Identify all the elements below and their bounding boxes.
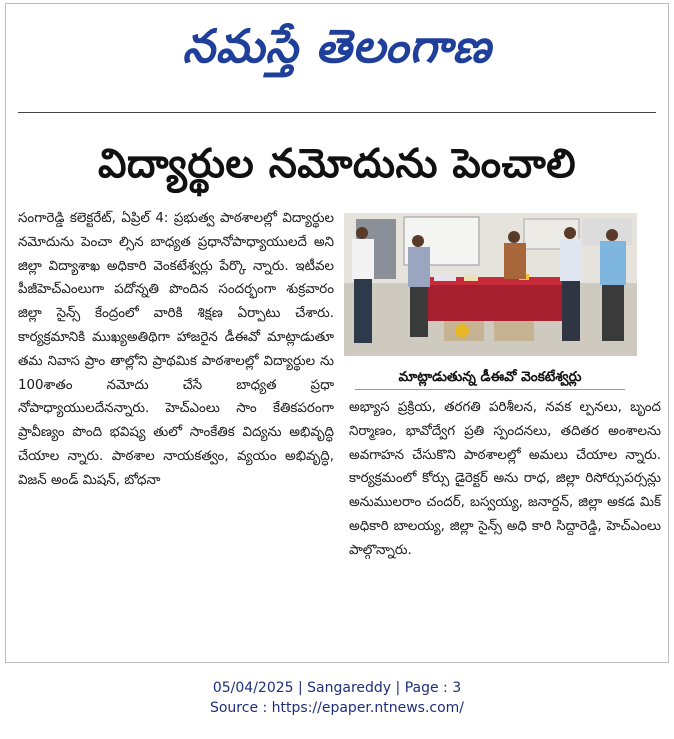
footer-date-edition: 05/04/2025 | Sangareddy | Page : 3	[212, 680, 462, 696]
news-photo-image	[344, 213, 637, 356]
masthead: నమస్తే తెలంగాణ	[182, 19, 492, 73]
news-photo	[344, 213, 637, 356]
footer-source: Source : https://epaper.ntnews.com/	[209, 700, 465, 716]
article-body-left-column: సంగారెడ్డి కలెక్టరేట్, ఏప్రిల్ 4: ప్రభుత్వ పాఠశాలల్లో విద్యార్థుల నమోదును పెంచా ల్సిన బాధ్యత ప్రధానోపాధ్యాయులదే అని జిల్లా విద్యాశాఖ అధికారి వెంకటేశ్వర్లు పేర్కొ న్నారు. ఇటీవల పీజీహెచ్ఎంలుగా పదోన్నతి పొందిన సందర్భంగా శుక్రవారం జిల్లా సైన్స్ కేంద్రంలో వారికి శిక్షణ ఏర్పాటు చేశారు. కార్యక్రమానికి ముఖ్యఅతిథిగా హాజరైన డీఈవో మాట్లాడుతూ తమ నివాస ప్రాం తాల్లోని ప్రాథమిక పాఠశాలల్లో విద్యార్థుల ను 100శాతం నమోదు చేసే బాధ్యత ప్రధా నోపాధ్యాయులదేనన్నారు. హెచ్ఎంలు సాం కేతికపరంగా ప్రావీణ్యం పొంది భవిష్య తులో సాంకేతిక విద్యను అభివృద్ధి చేయాల న్నారు. పాఠశాల నాయకత్వం, వ్యయం అభివృద్ధి, విజన్ అండ్ మిషన్, బోధనా	[18, 211, 334, 488]
newspaper-clipping	[5, 3, 669, 663]
headline: విద్యార్థుల నమోదును పెంచాలి	[97, 141, 577, 187]
masthead-rule	[18, 112, 656, 113]
article-body-right-column: అభ్యాస ప్రక్రియ, తరగతి పరిశీలన, నవక ల్పనలు, బృంద నిర్మాణం, భావోద్వేగ ప్రతి స్పందనలు, తదితర అంశాలను అవగాహన చేసుకొని పాఠశాలల్లో అమలు చేయాల న్నారు. కార్యక్రమంలో కోర్సు డైరెక్టర్ అను రాధ, జిల్లా రిసోర్సుపర్సన్లు అనుములరాం చందర్, బస్వయ్య, జనార్దన్, జిల్లా అకడ మిక్ అధికారి బాలయ్య, జిల్లా సైన్స్ అధి కారి సిద్దారెడ్డి, హెచ్ఎంలు పాల్గొన్నారు.	[349, 400, 661, 558]
photo-caption: మాట్లాడుతున్న డీఈవో వెంకటేశ్వర్లు	[355, 365, 625, 390]
